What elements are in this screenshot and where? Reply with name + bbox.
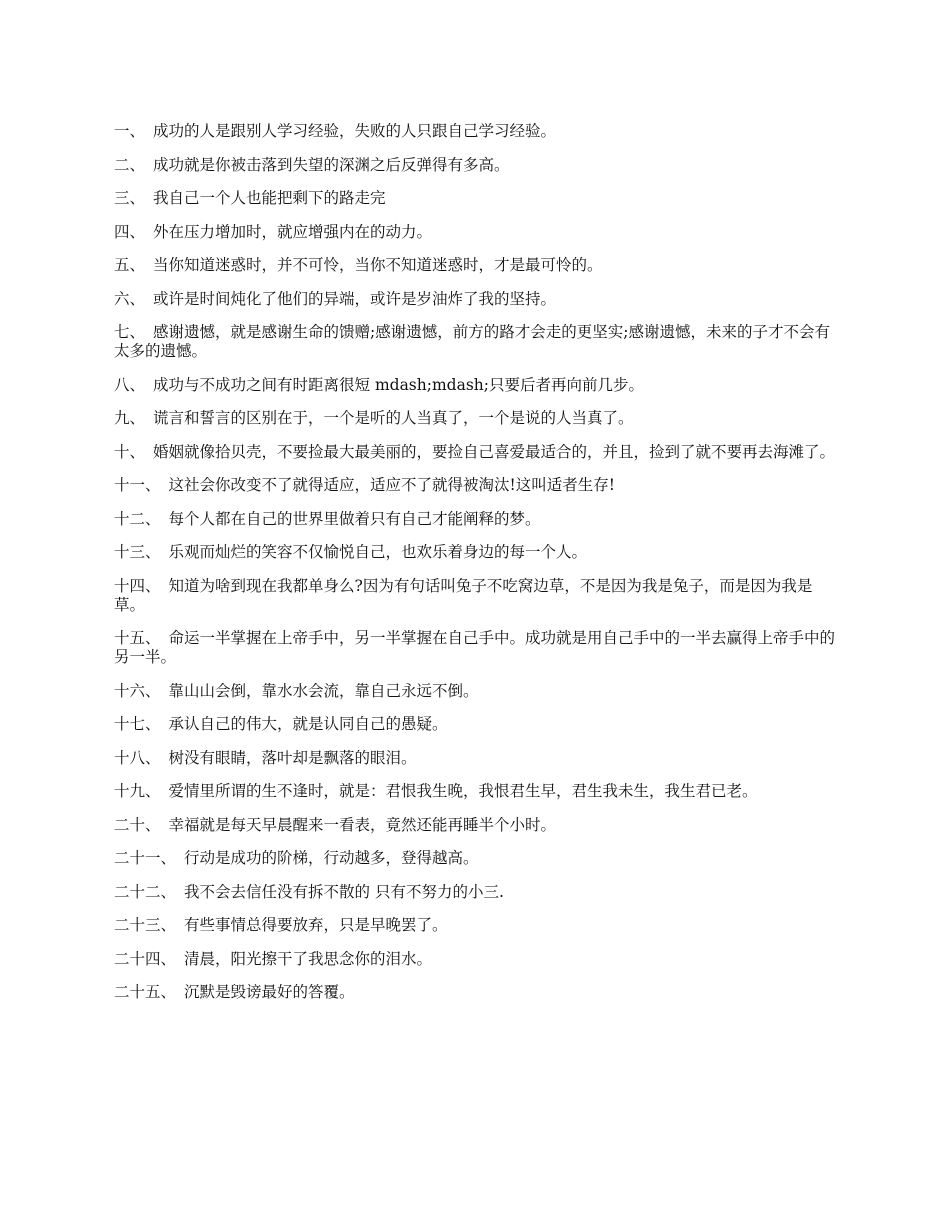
item-number: 十、 — [114, 442, 146, 461]
item-text: 清晨，阳光擦干了我思念你的泪水。 — [184, 949, 433, 968]
item-number: 十六、 — [114, 681, 161, 700]
item-number: 二十三、 — [114, 916, 177, 934]
item-text: 沉默是毁谤最好的答覆。 — [184, 983, 355, 1001]
list-item — [114, 290, 838, 309]
item-number: 二十二、 — [114, 882, 177, 901]
item-number: 二十四、 — [114, 949, 177, 968]
item-text: 成功的人是跟别人学习经验，失败的人只跟自己学习经验。 — [153, 122, 557, 140]
item-number: 十八、 — [114, 748, 161, 767]
list-item — [114, 323, 838, 361]
item-text: 承认自己的伟大，就是认同自己的愚疑。 — [168, 715, 448, 733]
item-text: 命运一半掌握在上帝手中，另一半掌握在自己手中。成功就是用自己手中的一半去赢得上帝手中的另一半。 — [114, 629, 836, 666]
list-item — [114, 476, 838, 495]
item-number: 六、 — [114, 289, 146, 308]
item-text: 当你知道迷惑时，并不可怜，当你不知道迷惑时，才是最可怜的。 — [153, 256, 603, 274]
list-item — [114, 682, 838, 701]
list-item — [114, 510, 838, 529]
item-number: 十三、 — [114, 543, 161, 561]
list-item — [114, 983, 838, 1002]
item-text: 成功与不成功之间有时距离很短 mdash;mdash;只要后者再向前几步。 — [153, 375, 644, 394]
list-item — [114, 223, 838, 242]
item-text: 幸福就是每天早晨醒来一看表，竟然还能再睡半个小时。 — [168, 815, 557, 834]
list-item — [114, 629, 838, 667]
item-number: 五、 — [114, 256, 146, 274]
item-number: 十一、 — [114, 476, 161, 494]
item-text: 这社会你改变不了就得适应，适应不了就得被淘汰!这叫适者生存! — [168, 476, 615, 494]
item-text: 我自己一个人也能把剩下的路走完 — [153, 189, 386, 207]
item-text: 乐观而灿烂的笑容不仅愉悦自己，也欢乐着身边的每一个人。 — [168, 543, 588, 561]
list-item — [114, 189, 838, 208]
list-item — [114, 782, 838, 801]
list-item — [114, 816, 838, 835]
item-text: 靠山山会倒，靠水水会流，靠自己永远不倒。 — [168, 681, 479, 700]
list-item — [114, 883, 838, 902]
item-number: 十九、 — [114, 782, 161, 800]
list-item — [114, 715, 838, 734]
item-text: 谎言和誓言的区别在于，一个是听的人当真了，一个是说的人当真了。 — [153, 409, 634, 427]
item-text: 树没有眼睛，落叶却是飘落的眼泪。 — [168, 748, 417, 767]
item-number: 一、 — [114, 122, 146, 140]
item-number: 二、 — [114, 155, 146, 174]
item-number: 八、 — [114, 375, 146, 394]
item-text: 外在压力增加时，就应增强内在的动力。 — [153, 222, 433, 241]
item-number: 二十、 — [114, 815, 161, 834]
list-item — [114, 156, 838, 175]
item-text: 爱情里所谓的生不逢时，就是：君恨我生晚，我恨君生早，君生我未生，我生君已老。 — [168, 782, 758, 800]
item-number: 十五、 — [114, 629, 161, 647]
item-number: 四、 — [114, 222, 146, 241]
item-text: 婚姻就像拾贝壳，不要捡最大最美丽的，要捡自己喜爱最适合的，并且，捡到了就不要再去海滩了。 — [153, 442, 836, 461]
item-number: 三、 — [114, 189, 146, 207]
item-text: 有些事情总得要放弃，只是早晚罢了。 — [184, 916, 448, 934]
list-item — [114, 577, 838, 615]
list-item — [114, 916, 838, 935]
item-text: 我不会去信任没有拆不散的 只有不努力的小三. — [184, 882, 504, 901]
item-number: 十二、 — [114, 509, 161, 528]
list-item — [114, 409, 838, 428]
item-text: 感谢遗憾，就是感谢生命的馈赠;感谢遗憾，前方的路才会走的更坚实;感谢遗憾，未来的子才不会有太多的遗憾。 — [114, 323, 830, 360]
list-item — [114, 256, 838, 275]
item-number: 十四、 — [114, 576, 161, 595]
list-item — [114, 376, 838, 395]
item-number: 十七、 — [114, 715, 161, 733]
item-number: 二十一、 — [114, 849, 177, 867]
list-item — [114, 122, 838, 141]
list-item — [114, 950, 838, 969]
item-number: 二十五、 — [114, 983, 177, 1001]
item-number: 七、 — [114, 323, 146, 341]
item-text: 成功就是你被击落到失望的深渊之后反弹得有多高。 — [153, 155, 510, 174]
item-text: 每个人都在自己的世界里做着只有自己才能阐释的梦。 — [168, 509, 541, 528]
item-text: 或许是时间炖化了他们的异端，或许是岁油炸了我的坚持。 — [153, 289, 557, 308]
list-item — [114, 849, 838, 868]
document-body — [114, 122, 838, 1017]
item-text: 知道为啥到现在我都单身么?因为有句话叫兔子不吃窝边草，不是因为我是兔子，而是因为我是草。 — [114, 576, 813, 614]
item-number: 九、 — [114, 409, 146, 427]
list-item — [114, 443, 838, 462]
list-item — [114, 543, 838, 562]
list-item — [114, 749, 838, 768]
item-text: 行动是成功的阶梯，行动越多，登得越高。 — [184, 849, 479, 867]
